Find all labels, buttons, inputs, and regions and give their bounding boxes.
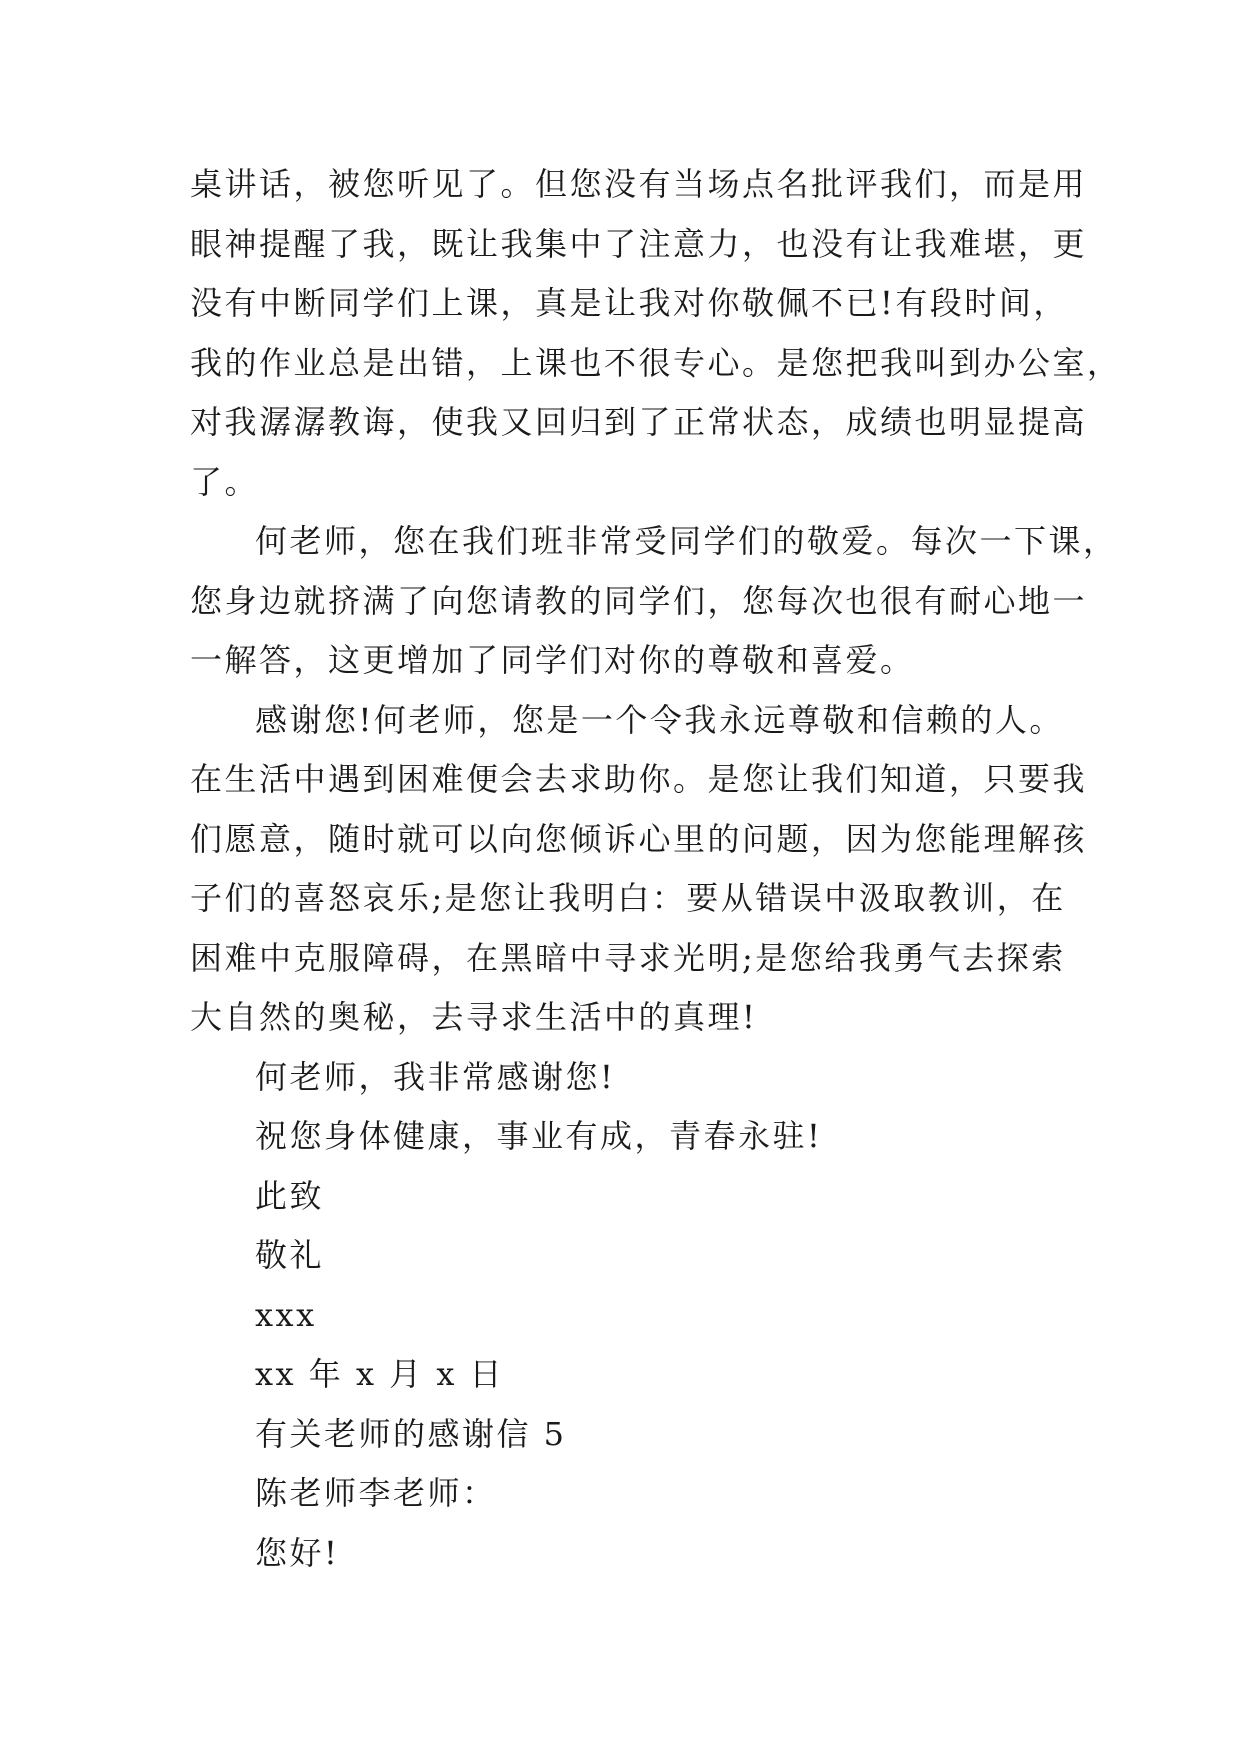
text-line: 大自然的奥秘，去寻求生活中的真理! — [190, 998, 758, 1036]
text-line: 感谢您!何老师，您是一个令我永远尊敬和信赖的人。 — [255, 700, 1064, 739]
text-line: 对我潺潺教诲，使我又回归到了正常状态，成绩也明显提高 — [190, 403, 1088, 441]
text-line: 眼神提醒了我，既让我集中了注意力，也没有让我难堪，更 — [190, 224, 1088, 263]
text-line: 没有中断同学们上课，真是让我对你敬佩不已!有段时间， — [190, 284, 1068, 322]
text-line: 桌讲话，被您听见了。但您没有当场点名批评我们，而是用 — [190, 165, 1088, 203]
text-line: 何老师，您在我们班非常受同学们的敬爱。每次一下课， — [255, 522, 1118, 560]
text-line: 在生活中遇到困难便会去求助你。是您让我们知道，只要我 — [190, 760, 1088, 798]
text-line: 子们的喜怒哀乐;是您让我明白：要从错误中汲取教训，在 — [190, 879, 1066, 917]
paragraph-gratitude — [190, 691, 1088, 1048]
section-title: 有关老师的感谢信 5 — [255, 1414, 567, 1453]
closing-regards: 敬礼 — [255, 1236, 325, 1274]
text-line: 您身边就挤满了向您请教的同学们，您每次也很有耐心地一 — [190, 581, 1088, 620]
text-line: 困难中克服障碍，在黑暗中寻求光明;是您给我勇气去探索 — [190, 938, 1066, 977]
thanks-line: 何老师，我非常感谢您! — [255, 1057, 616, 1096]
greeting: 您好! — [255, 1533, 340, 1572]
recipient-salutation: 陈老师李老师： — [255, 1474, 497, 1512]
wishes-line: 祝您身体健康，事业有成，青春永驻! — [255, 1117, 823, 1155]
paragraph-continued — [190, 155, 1122, 512]
letter-date: xx 年 x 月 x 日 — [255, 1355, 505, 1393]
text-line: 我的作业总是出错，上课也不很专心。是您把我叫到办公室， — [190, 343, 1122, 382]
text-line: 们愿意，随时就可以向您倾诉心里的问题，因为您能理解孩 — [190, 819, 1088, 858]
text-line: 一解答，这更增加了同学们对你的尊敬和喜爱。 — [190, 641, 915, 679]
signature: xxx — [255, 1295, 317, 1334]
closing-salutation: 此致 — [255, 1176, 325, 1215]
paragraph-popularity — [190, 512, 1118, 691]
letter-body — [190, 155, 1122, 1583]
text-line: 了。 — [190, 462, 260, 501]
